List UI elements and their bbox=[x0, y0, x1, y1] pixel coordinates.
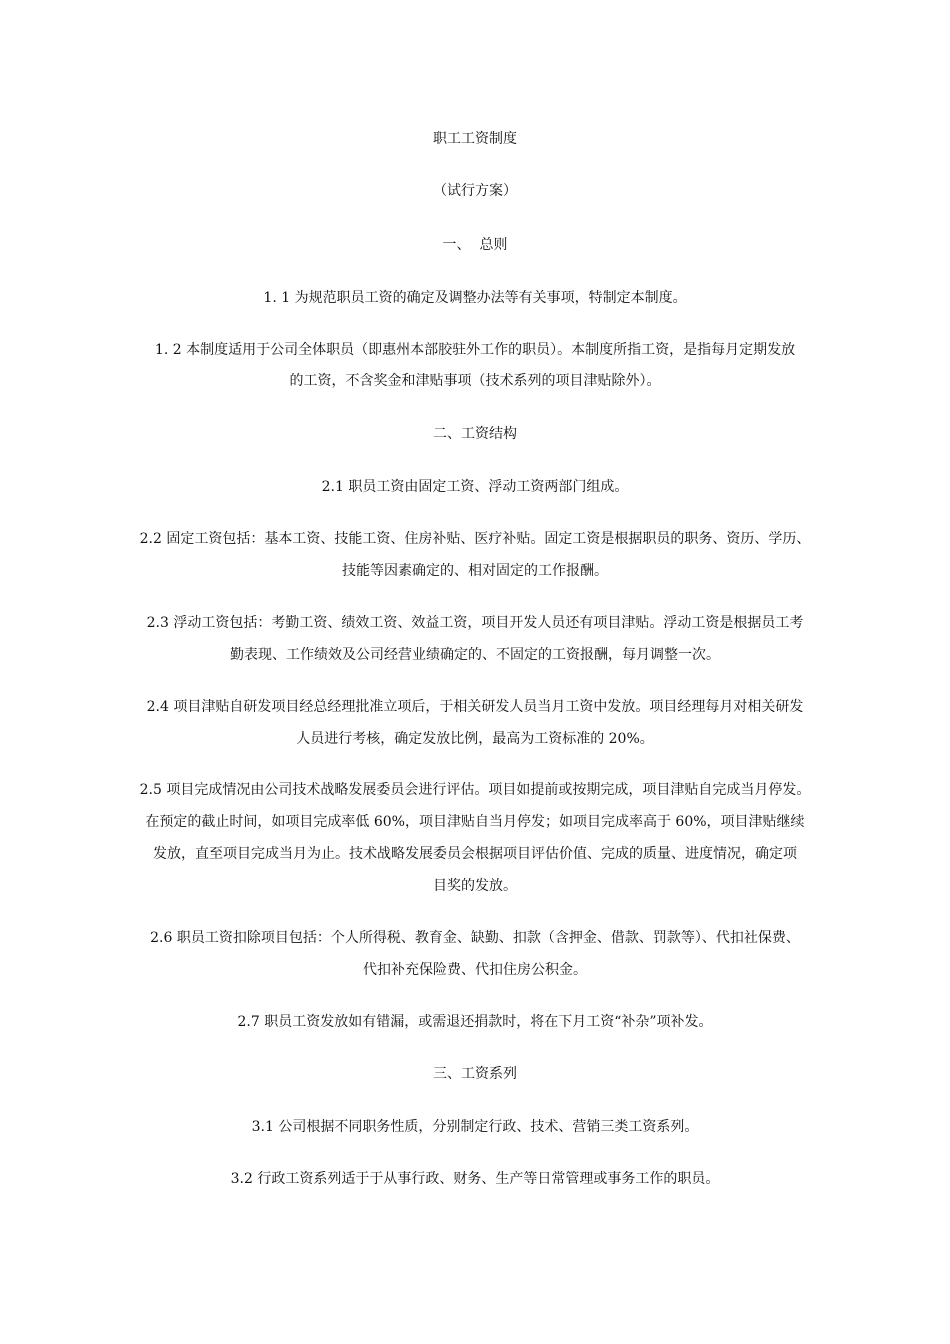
paragraph-2-6-line-1: 2.6 职员工资扣除项目包括：个人所得税、教育金、缺勤、扣款（含押金、借款、罚款等）、代扣社保费、 bbox=[150, 930, 800, 946]
section-heading-wage-series: 三、工资系列 bbox=[433, 1066, 517, 1082]
paragraph-1-2-line-2: 的工资，不含奖金和津贴事项（技术系列的项目津贴除外）。 bbox=[289, 373, 661, 389]
paragraph-2-5-line-2: 在预定的截止时间，如项目完成率低 60%，项目津贴自当月停发；如项目完成率高于 60%，项目津贴继续 bbox=[145, 814, 805, 830]
paragraph-3-2: 3.2 行政工资系列适于于从事行政、财务、生产等日常管理或事务工作的职员。 bbox=[230, 1171, 720, 1187]
paragraph-3-1: 3.1 公司根据不同职务性质，分别制定行政、技术、营销三类工资系列。 bbox=[251, 1119, 699, 1135]
paragraph-1-2-line-1: 1. 2 本制度适用于公司全体职员（即惠州本部胶驻外工作的职员）。本制度所指工资，是指每月定期发放 bbox=[154, 342, 796, 358]
paragraph-2-5-line-3: 发放，直至项目完成当月为止。技术战略发展委员会根据项目评估价值、完成的质量、进度情况，确定项 bbox=[153, 846, 797, 862]
paragraph-2-4-line-2: 人员进行考核，确定发放比例，最高为工资标准的 20%。 bbox=[296, 731, 654, 747]
paragraph-2-2-line-2: 技能等因素确定的、相对固定的工作报酬。 bbox=[342, 563, 608, 579]
paragraph-2-3-line-2: 勤表现、工作绩效及公司经营业绩确定的、不固定的工资报酬，每月调整一次。 bbox=[230, 647, 720, 663]
paragraph-2-7: 2.7 职员工资发放如有错漏，或需退还捐款时，将在下月工资“补杂”项补发。 bbox=[237, 1014, 713, 1030]
paragraph-2-3-line-1: 2.3 浮动工资包括：考勤工资、绩效工资、效益工资，项目开发人员还有项目津贴。浮动工资是根据员工考 bbox=[146, 615, 804, 631]
paragraph-2-5-line-4: 目奖的发放。 bbox=[433, 878, 517, 894]
paragraph-2-5-line-1: 2.5 项目完成情况由公司技术战略发展委员会进行评估。项目如提前或按期完成，项目津贴自完成当月停发。 bbox=[139, 782, 811, 798]
document-subtitle: （试行方案） bbox=[433, 183, 517, 199]
paragraph-2-4-line-1: 2.4 项目津贴自研发项目经总经理批准立项后，于相关研发人员当月工资中发放。项目经理每月对相关研发 bbox=[146, 699, 804, 715]
paragraph-1-1: 1. 1 为规范职员工资的确定及调整办法等有关事项，特制定本制度。 bbox=[263, 290, 687, 306]
paragraph-2-1: 2.1 职员工资由固定工资、浮动工资两部门组成。 bbox=[321, 479, 629, 495]
paragraph-2-2-line-1: 2.2 固定工资包括：基本工资、技能工资、住房补贴、医疗补贴。固定工资是根据职员的职务、资历、学历、 bbox=[139, 531, 811, 547]
paragraph-2-6-line-2: 代扣补充保险费、代扣住房公积金。 bbox=[363, 962, 587, 978]
section-heading-general: 一、 总则 bbox=[442, 237, 508, 253]
section-heading-wage-structure: 二、工资结构 bbox=[433, 426, 517, 442]
document-title: 职工工资制度 bbox=[433, 131, 517, 147]
